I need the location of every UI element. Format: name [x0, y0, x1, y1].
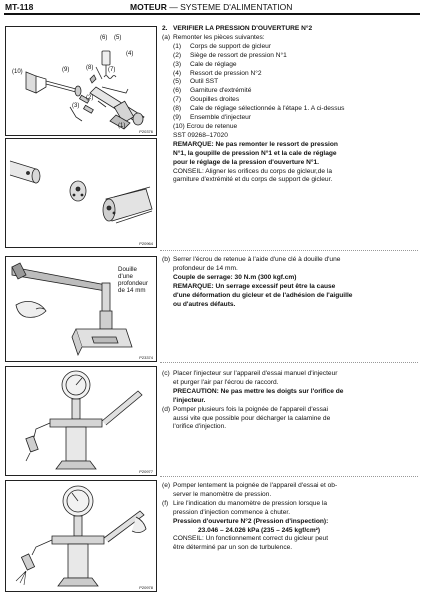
step-f-mark: (f)	[162, 499, 169, 507]
step-a-remark-line-1: REMARQUE: Ne pas remonter le ressort de pression	[173, 140, 338, 148]
step-d-text-1: Pomper plusieurs fois la poignée de l'appareil d'essai	[173, 405, 328, 413]
part-item	[162, 43, 420, 52]
step-f-line-1	[162, 500, 420, 509]
step-f-conseil-line-1: CONSEIL: Un fonctionnement correct du gicleur peut	[173, 535, 329, 543]
part-item	[162, 96, 420, 105]
step-b-mark: (b)	[162, 256, 171, 263]
step-a-conseil-line-2: garniture d'extrémité et du corps de support de gicleur.	[173, 176, 333, 184]
step-a-remark-line-2: N°1, la goupille de pression N°1 et la cale de réglage	[173, 149, 337, 157]
part-label: Outil SST	[190, 78, 219, 86]
section-title: VERIFIER LA PRESSION D'OUVERTURE N°2	[173, 25, 313, 32]
separator	[160, 476, 418, 477]
spec-value: 23.046 – 24.026 kPa (235 – 245 kgf/cm²)	[198, 526, 321, 534]
part-label: Corps de support de gicleur	[190, 42, 272, 50]
part-item	[162, 70, 420, 79]
step-c-text-2: et purger l'air par l'écrou de raccord.	[173, 378, 279, 386]
section-number: 2.	[162, 25, 168, 32]
figure-socket-tightening	[5, 256, 157, 362]
step-a-intro-text: Remonter les pièces suivantes:	[173, 33, 265, 41]
step-a-conseil-line-1: CONSEIL: Aligner les orifices du corps de gicleur,de la	[173, 167, 333, 175]
part-number: (8)	[173, 105, 182, 113]
step-b-remark-line-3: ou d'autres défauts.	[173, 300, 236, 308]
step-e-mark: (e)	[162, 482, 171, 489]
step-f-conseil-line-2: être déterminé par un son de turbulence.	[173, 544, 293, 552]
step-a-mark: (a)	[162, 33, 171, 41]
part-number: (4)	[173, 69, 182, 77]
part-number: (5)	[173, 78, 182, 86]
part-number: (9)	[173, 114, 182, 122]
step-d-text-2: aussi vite que possible pour décharger la calamine de	[173, 414, 331, 422]
part-number: (7)	[173, 96, 182, 104]
part-item	[162, 87, 420, 96]
part-label: Siège de ressort de pression N°1	[190, 51, 287, 59]
page-code: MT-118	[5, 2, 34, 12]
section-step-c-d	[162, 370, 420, 432]
step-c-mark: (c)	[162, 370, 170, 377]
step-c-caution-line-2: l'injecteur.	[173, 396, 206, 404]
callout-8: (8)	[86, 65, 94, 71]
step-d-text-3: l'orifice d'injection.	[173, 423, 227, 431]
callout-6: (6)	[100, 35, 108, 41]
figure-pressure-reading	[5, 480, 157, 592]
part-label: Cale de réglage sélectionnée à l'étape 1. A ci-dessus	[190, 105, 345, 113]
header-rule	[4, 13, 420, 15]
part-label: Cale de réglage	[190, 60, 237, 68]
figure-orifice-alignment	[5, 138, 157, 248]
callout-2: (2)	[86, 95, 94, 101]
section-step-e-f	[162, 482, 420, 553]
callout-1: (1)	[118, 123, 126, 129]
part-label: Ecrou de retenue	[186, 122, 238, 130]
step-b-remark-line-2: d'une déformation du gicleur et de l'adhésion de l'aiguille	[173, 291, 353, 299]
step-b-text-2: profondeur de 14 mm.	[173, 264, 238, 272]
socket-label-line-3: profondeur	[118, 280, 148, 287]
step-c-caution-line-1: PRECAUTION: Ne pas mettre les doigts sur l'orifice de	[173, 387, 344, 395]
chapter-subtitle: SYSTEME D'ALIMENTATION	[180, 2, 293, 12]
step-e-line-1	[162, 482, 420, 491]
socket-tightening-drawing	[6, 257, 156, 361]
figure-code: P20978	[139, 585, 153, 590]
step-f-text-1: Lire l'indication du manomètre de pression lorsque la	[173, 499, 328, 507]
step-c-text-1: Placer l'injecteur sur l'appareil d'essai manuel d'injecteur	[173, 370, 338, 377]
part-label: Goupilles droites	[190, 96, 240, 104]
section-step-b	[162, 256, 420, 309]
section-step-a	[162, 25, 420, 185]
part-item	[162, 61, 420, 70]
spec-label: Pression d'ouverture N°2 (Pression d'inspection):	[173, 517, 329, 525]
part-item	[162, 52, 420, 61]
step-a-remark-line-3: pour le réglage de la pression d'ouverture N°1.	[173, 158, 320, 166]
pressure-reading-drawing	[6, 481, 156, 591]
step-e-text-1: Pomper lentement la poignée de l'appareil d'essai et ob-	[173, 482, 338, 489]
step-f-text-2: pression d'injection commence à chuter.	[173, 508, 291, 516]
part-item	[162, 114, 420, 123]
part-item	[162, 105, 420, 114]
callout-10: (10)	[12, 69, 23, 75]
step-e-text-2: server le manomètre de pression.	[173, 490, 272, 498]
figure-code: P23374	[139, 355, 153, 360]
sst-number: SST 09268–17020	[173, 131, 228, 139]
part-number: (10)	[173, 122, 185, 130]
page-header	[0, 0, 423, 14]
callout-3: (3)	[72, 103, 80, 109]
chapter-dash: —	[169, 2, 178, 12]
figure-code: P20977	[139, 469, 153, 474]
step-b-line-1	[162, 256, 420, 265]
step-a-intro	[162, 34, 420, 43]
part-number: (1)	[173, 42, 182, 50]
socket-label	[118, 266, 148, 294]
socket-label-line-2: d'une	[118, 273, 133, 280]
torque-spec: Couple de serrage: 30 N.m (300 kgf.cm)	[173, 273, 297, 281]
step-d-line-1	[162, 406, 420, 415]
step-d-mark: (d)	[162, 405, 171, 413]
part-number: (6)	[173, 87, 182, 95]
figure-code: P20964	[139, 241, 153, 246]
step-c-line-1	[162, 370, 420, 379]
separator	[160, 362, 418, 363]
callout-7: (7)	[108, 67, 116, 73]
part-item	[162, 123, 420, 132]
figure-nozzle-tester	[5, 366, 157, 476]
part-label: Ensemble d'injecteur	[190, 114, 252, 122]
callout-9: (9)	[62, 67, 70, 73]
separator	[160, 250, 418, 251]
callout-4: (4)	[126, 51, 134, 57]
figure-code: P20376	[139, 129, 153, 134]
step-b-remark-line-1: REMARQUE: Un serrage excessif peut être la cause	[173, 282, 336, 290]
exploded-injector-drawing	[6, 27, 156, 135]
step-b-text-1: Serrer l'écrou de retenue à l'aide d'une clé à douille d'une	[173, 256, 341, 263]
socket-label-line-1: Douille	[118, 266, 137, 273]
part-number: (3)	[173, 60, 182, 68]
part-item	[162, 78, 420, 87]
section-heading	[162, 25, 420, 34]
callout-5: (5)	[114, 35, 122, 41]
socket-label-line-4: de 14 mm	[118, 287, 146, 294]
part-label: Ressort de pression N°2	[190, 69, 262, 77]
chapter-name: MOTEUR	[130, 2, 167, 12]
part-number: (2)	[173, 51, 182, 59]
figure-exploded-injector	[5, 26, 157, 136]
part-label: Garniture d'extrémité	[190, 87, 252, 95]
nozzle-tester-drawing	[6, 367, 156, 475]
chapter-title	[130, 2, 292, 12]
orifice-alignment-drawing	[6, 139, 156, 247]
